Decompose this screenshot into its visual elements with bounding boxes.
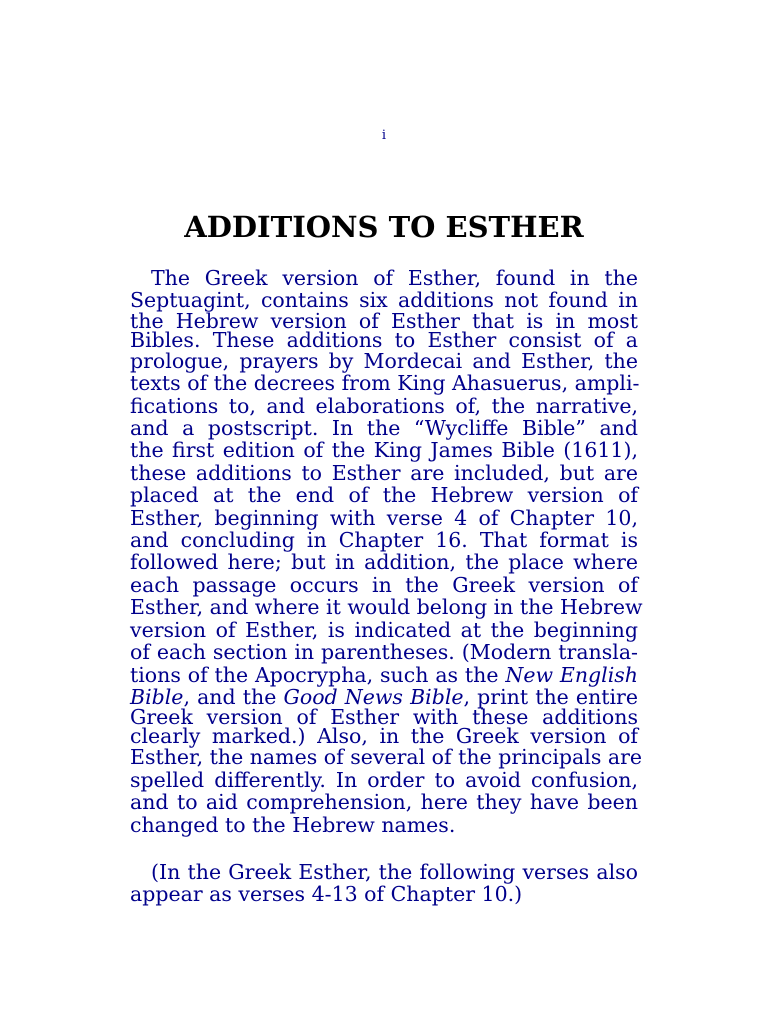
paragraph-line: and concluding in Chapter 16. That format is	[130, 528, 638, 553]
italic-title: Good News Bible	[283, 684, 464, 709]
paragraph-line: Esther, and where it would belong in the Hebrew	[130, 595, 643, 620]
paragraph-line: the Hebrew version of Esther that is in most	[130, 308, 638, 333]
line-text: , and the	[183, 684, 284, 709]
italic-title: Bible	[130, 684, 184, 709]
note-paragraph	[130, 861, 638, 906]
paragraph-line: and a postscript. In the “Wycliffe Bible” and	[130, 416, 638, 441]
paragraph-line: these additions to Esther are included, but are	[130, 460, 638, 485]
paragraph-line: Greek version of Esther with these additions	[130, 705, 638, 730]
page-title: ADDITIONS TO ESTHER	[184, 210, 584, 244]
paragraph-line: Esther, beginning with verse 4 of Chapter 10,	[130, 505, 638, 530]
paragraph-line: texts of the decrees from King Ahasuerus, ampli-	[130, 371, 640, 396]
paragraph-line: Septuagint, contains six additions not found in	[130, 288, 638, 313]
paragraph-line: Esther, the names of several of the principals are	[130, 745, 643, 770]
paragraph-line: and to aid comprehension, here they have been	[130, 790, 638, 815]
paragraph-line: placed at the end of the Hebrew version of	[130, 483, 638, 508]
paragraph-line	[130, 664, 638, 686]
paragraph-line: changed to the Hebrew names.	[130, 812, 456, 837]
paragraph-line: appear as verses 4-13 of Chapter 10.)	[130, 882, 523, 907]
line-text: , print the entire	[463, 684, 638, 709]
paragraph-line: each passage occurs in the Greek version of	[130, 572, 638, 597]
paragraph-line: The Greek version of Esther, found in the	[151, 266, 638, 290]
intro-paragraph	[130, 266, 643, 837]
italic-title: New English	[505, 662, 638, 687]
paragraph-line: of each section in parentheses. (Modern transla-	[130, 640, 638, 665]
paragraph-line: Bibles. These additions to Esther consist of a	[130, 327, 638, 352]
paragraph-line: prologue, prayers by Mordecai and Esther, the	[130, 348, 638, 373]
paragraph-line: (In the Greek Esther, the following verses also	[151, 860, 638, 884]
line-text: tions of the Apocrypha, such as the	[130, 662, 506, 687]
paragraph-line: followed here; but in addition, the place where	[130, 550, 638, 575]
paragraph-line: the first edition of the King James Bible (1611),	[130, 438, 638, 463]
paragraph-line: spelled differently. In order to avoid confusion,	[130, 767, 638, 792]
page-number: i	[381, 128, 387, 143]
paragraph-line: clearly marked.) Also, in the Greek version of	[130, 724, 638, 749]
paragraph-line: fications to, and elaborations of, the narrative,	[130, 393, 638, 418]
paragraph-line: version of Esther, is indicated at the beginning	[130, 617, 638, 642]
